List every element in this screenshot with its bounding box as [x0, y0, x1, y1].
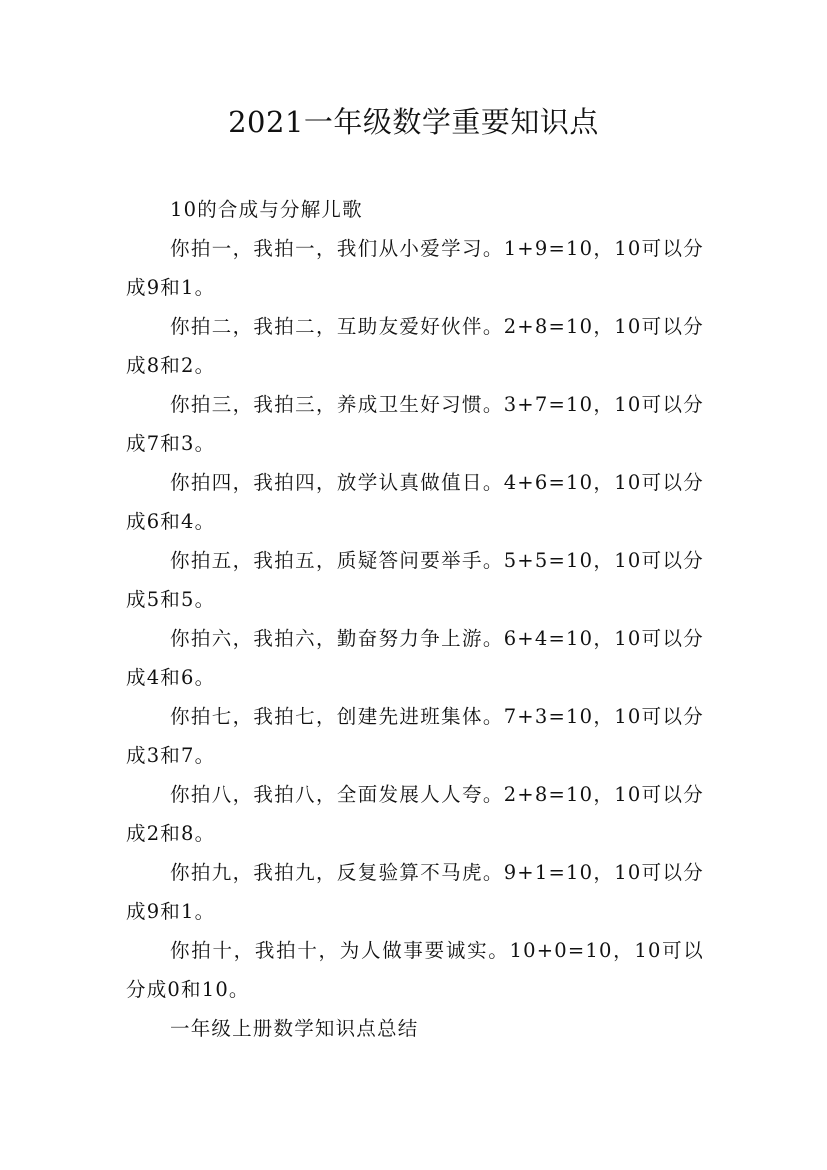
rhyme-paragraph: 你拍七，我拍七，创建先进班集体。7+3=10，10可以分成3和7。 — [126, 705, 704, 767]
rhyme-paragraph: 你拍一，我拍一，我们从小爱学习。1+9=10，10可以分成9和1。 — [126, 237, 704, 299]
rhyme-paragraph: 你拍十，我拍十，为人做事要诚实。10+0=10，10可以分成0和10。 — [126, 939, 704, 1001]
rhyme-paragraph: 你拍八，我拍八，全面发展人人夸。2+8=10，10可以分成2和8。 — [126, 783, 704, 845]
rhyme-paragraph: 你拍四，我拍四，放学认真做值日。4+6=10，10可以分成6和4。 — [126, 471, 704, 533]
rhyme-paragraph: 你拍六，我拍六，勤奋努力争上游。6+4=10，10可以分成4和6。 — [126, 627, 704, 689]
section-subheading: 一年级上册数学知识点总结 — [170, 1017, 419, 1040]
rhyme-paragraph: 你拍三，我拍三，养成卫生好习惯。3+7=10，10可以分成7和3。 — [126, 393, 704, 455]
rhyme-paragraph: 你拍九，我拍九，反复验算不马虎。9+1=10，10可以分成9和1。 — [126, 861, 704, 923]
document-title: 2021一年级数学重要知识点 — [228, 105, 599, 139]
document-body — [126, 190, 704, 1048]
section-heading: 10的合成与分解儿歌 — [170, 198, 363, 221]
rhyme-paragraph: 你拍二，我拍二，互助友爱好伙伴。2+8=10，10可以分成8和2。 — [126, 315, 704, 377]
rhyme-paragraph: 你拍五，我拍五，质疑答问要举手。5+5=10，10可以分成5和5。 — [126, 549, 704, 611]
